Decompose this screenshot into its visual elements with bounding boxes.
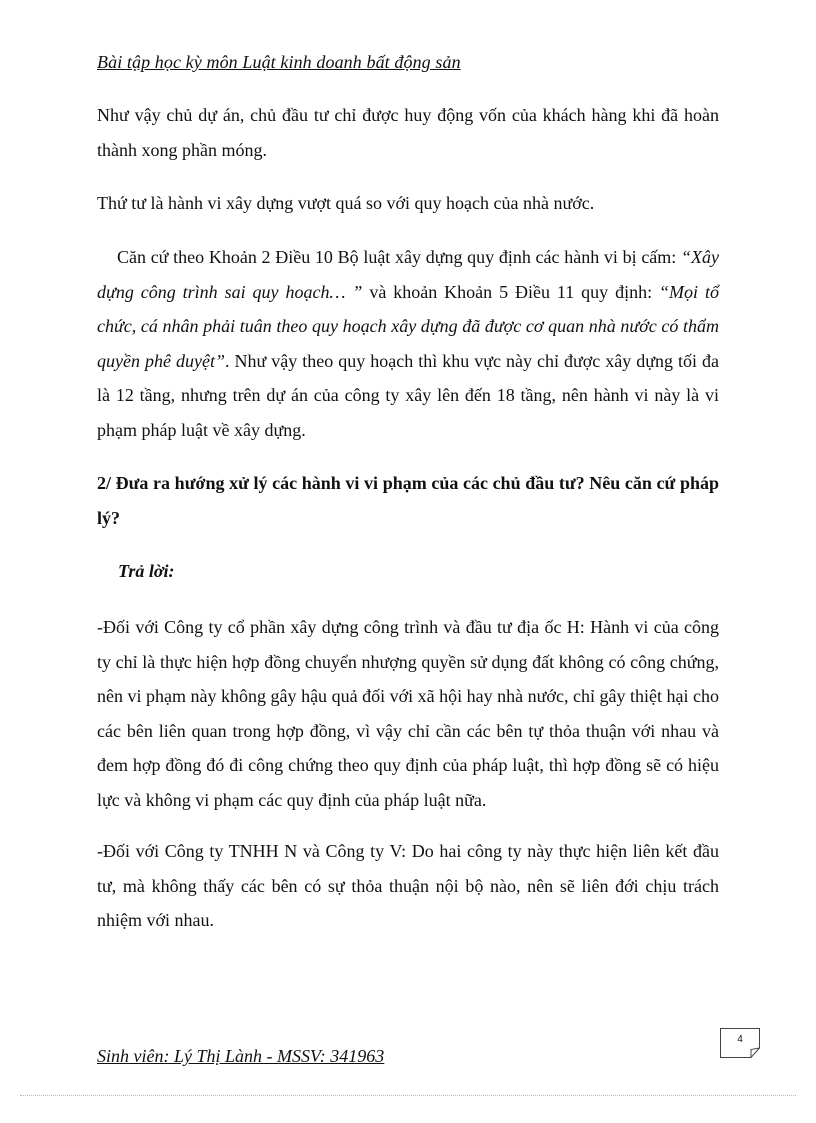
question-heading: 2/ Đưa ra hướng xử lý các hành vi vi phạm của các chủ đầu tư? Nêu căn cứ pháp lý? — [97, 473, 719, 528]
paragraph-3 — [97, 240, 719, 447]
page-number: 4 — [737, 1034, 743, 1045]
paragraph-1: Như vậy chủ dự án, chủ đầu tư chỉ được huy động vốn của khách hàng khi đã hoàn thành xong phần móng. — [97, 105, 719, 160]
page-bottom-divider — [20, 1095, 796, 1096]
paragraph-3-text-a: Căn cứ theo Khoản 2 Điều 10 Bộ luật xây dựng quy định các hành vi bị cấm: — [117, 247, 681, 267]
page-number-box — [720, 1028, 760, 1058]
paragraph-3-quote-1: “Xây dựng công trình sai quy hoạch… ” — [97, 247, 719, 302]
answer-label: Trả lời: — [118, 561, 175, 581]
page-header-title: Bài tập học kỳ môn Luật kinh doanh bất động sản — [97, 52, 461, 72]
footer-student-info: Sinh viên: Lý Thị Lành - MSSV: 341963 — [97, 1046, 385, 1066]
paragraph-2: Thứ tư là hành vi xây dựng vượt quá so với quy hoạch của nhà nước. — [97, 193, 595, 213]
paragraph-5: -Đối với Công ty TNHH N và Công ty V: Do hai công ty này thực hiện liên kết đầu tư, mà không thấy các bên có sự thỏa thuận nội bộ nào, nên sẽ liên đới chịu trách nhiệm với nhau. — [97, 841, 719, 930]
paragraph-3-text-b: và khoản Khoản 5 Điều 11 quy định: — [362, 281, 660, 302]
paragraph-3-text-c: . Như vậy theo quy hoạch thì khu vực này chỉ được xây dựng tối đa là 12 tầng, nhưng trên dự án của công ty xây lên đến 18 tầng, nên hành vi này là vi phạm pháp luật về xây dựng. — [97, 350, 719, 440]
paragraph-3-quote-2: “Mọi tổ chức, cá nhân phải tuân theo quy hoạch xây dựng đã được cơ quan nhà nước có thẩm quyền phê duyệt” — [97, 281, 719, 371]
paragraph-4: -Đối với Công ty cổ phần xây dựng công trình và đầu tư địa ốc H: Hành vi của công ty chỉ là thực hiện hợp đồng chuyển nhượng quyền sử dụng đất không có công chứng, nên vi phạm này không gây hậu quả đối với xã hội hay nhà nước, chỉ gây thiệt hại cho các bên liên quan trong hợp đồng, vì vậy chỉ cần các bên tự thỏa thuận với nhau và đem hợp đồng đó đi công chứng theo quy định của pháp luật, thì hợp đồng sẽ có hiệu lực và không vi phạm các quy định của pháp luật nữa. — [97, 617, 719, 810]
